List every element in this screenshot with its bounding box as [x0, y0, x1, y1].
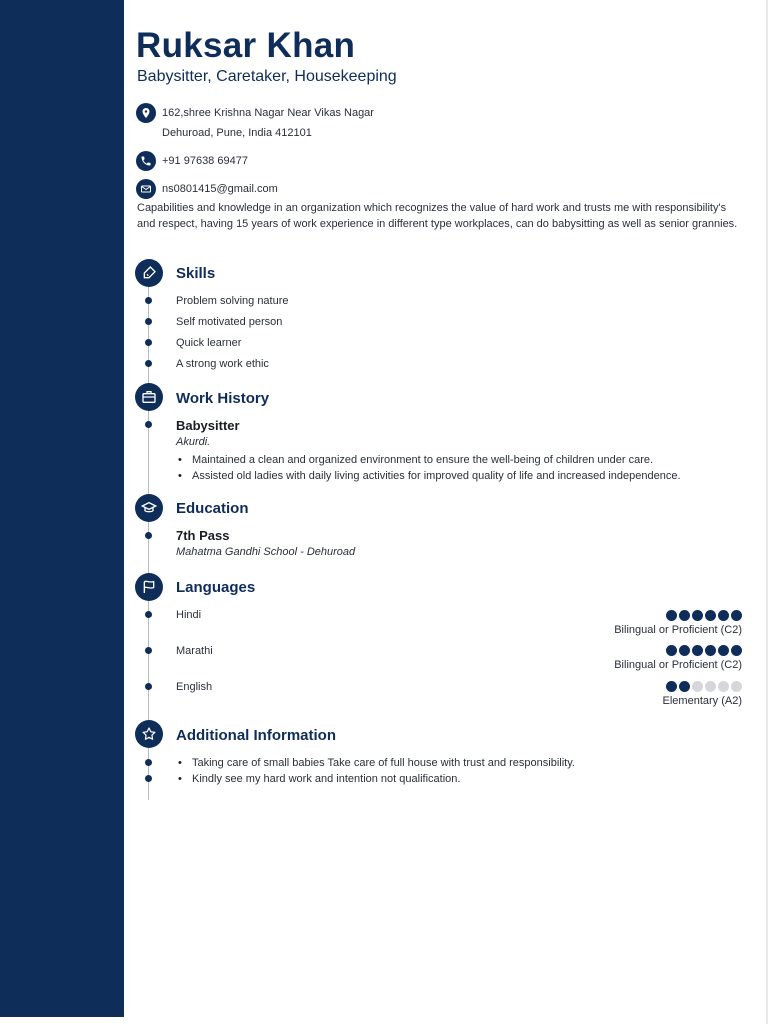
sidebar-band — [0, 0, 124, 1017]
rating-dot-empty — [705, 681, 716, 692]
email-address[interactable]: ns0801415@gmail.com — [162, 183, 278, 195]
rating-dot-filled — [705, 645, 716, 656]
profile-summary: Capabilities and knowledge in an organization which recognizes the value of hard work and trusts me with responsibility's and respect, having 15 years of work experience in different type workplaces, can do babysitting as well as senior grannies. — [137, 202, 738, 230]
rating-dot-filled — [718, 610, 729, 621]
additional-info-heading: Additional Information — [176, 727, 336, 744]
rating-dot-filled — [692, 645, 703, 656]
flag-icon — [135, 573, 163, 601]
additional-bullet: • Kindly see my hard work and intention not qualification. — [176, 771, 746, 787]
timeline-dot — [145, 611, 152, 618]
language-name: Marathi — [176, 645, 213, 657]
job-bullet: • Maintained a clean and organized environment to ensure the well-being of children under care. — [176, 452, 746, 468]
work-history-heading: Work History — [176, 390, 270, 407]
skill-item: Self motivated person — [176, 316, 283, 328]
rating-dot-filled — [731, 610, 742, 621]
language-name: Hindi — [176, 609, 202, 621]
briefcase-icon — [135, 383, 163, 411]
contact-email — [136, 179, 278, 199]
rating-dot-filled — [705, 610, 716, 621]
timeline-dot — [145, 683, 152, 690]
skills-icon — [135, 259, 163, 287]
rating-dot-filled — [679, 681, 690, 692]
job-bullet: • Assisted old ladies with daily living activities for improved quality of life and increased independence. — [176, 468, 746, 484]
education-degree: 7th Pass — [176, 528, 230, 543]
language-name: English — [176, 681, 213, 693]
rating-dot-filled — [666, 610, 677, 621]
education-heading: Education — [176, 500, 249, 517]
skills-heading: Skills — [176, 265, 216, 282]
rating-dot-filled — [692, 610, 703, 621]
language-level: Elementary (A2) — [662, 695, 742, 707]
language-rating — [666, 681, 742, 692]
candidate-name: Ruksar Khan — [136, 26, 356, 65]
skill-item: Quick learner — [176, 337, 242, 349]
language-level: Bilingual or Proficient (C2) — [614, 624, 742, 636]
rating-dot-filled — [666, 645, 677, 656]
timeline-dot — [145, 647, 152, 654]
contact-address — [136, 103, 374, 123]
timeline-dot — [145, 759, 152, 766]
skill-item: A strong work ethic — [176, 358, 269, 370]
timeline-dot — [145, 318, 152, 325]
location-pin-icon — [136, 103, 156, 123]
timeline-dot — [145, 421, 152, 428]
candidate-headline: Babysitter, Caretaker, Housekeeping — [137, 68, 397, 85]
job-title: Babysitter — [176, 418, 240, 433]
job-bullets — [176, 452, 746, 484]
rating-dot-filled — [679, 610, 690, 621]
skill-item: Problem solving nature — [176, 295, 289, 307]
timeline-dot — [145, 339, 152, 346]
rating-dot-filled — [666, 681, 677, 692]
address-line-1: 162,shree Krishna Nagar Near Vikas Nagar — [162, 107, 374, 119]
language-level: Bilingual or Proficient (C2) — [614, 659, 742, 671]
additional-bullets — [176, 755, 746, 787]
additional-bullet: • Taking care of small babies Take care of full house with trust and responsibility. — [176, 755, 746, 771]
address-line-2: Dehuroad, Pune, India 412101 — [162, 127, 312, 139]
phone-number[interactable]: +91 97638 69477 — [162, 155, 248, 167]
rating-dot-empty — [718, 681, 729, 692]
contact-phone — [136, 151, 248, 171]
language-rating — [666, 610, 742, 621]
rating-dot-empty — [692, 681, 703, 692]
star-icon — [135, 720, 163, 748]
job-location: Akurdi. — [176, 436, 211, 448]
education-school: Mahatma Gandhi School - Dehuroad — [176, 546, 356, 558]
timeline-dot — [145, 532, 152, 539]
rating-dot-filled — [731, 645, 742, 656]
language-rating — [666, 645, 742, 656]
phone-icon — [136, 151, 156, 171]
rating-dot-empty — [731, 681, 742, 692]
envelope-icon — [136, 179, 156, 199]
timeline-dot — [145, 360, 152, 367]
timeline-dot — [145, 775, 152, 782]
rating-dot-filled — [718, 645, 729, 656]
graduation-cap-icon — [135, 494, 163, 522]
timeline-dot — [145, 297, 152, 304]
rating-dot-filled — [679, 645, 690, 656]
languages-heading: Languages — [176, 579, 256, 596]
